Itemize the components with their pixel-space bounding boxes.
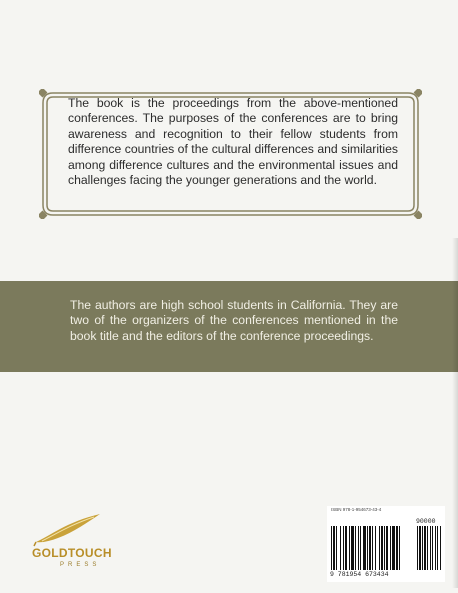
- publisher-subtitle: PRESS: [60, 562, 101, 568]
- publisher-name: GOLDTOUCH: [32, 546, 112, 560]
- isbn-digits: 9 781954 673434: [330, 571, 389, 578]
- isbn-label: ISBN 978-1-954673-43-4: [331, 507, 382, 512]
- barcode-bars: [329, 526, 443, 571]
- isbn-barcode: [327, 506, 445, 582]
- spine-shadow: [452, 238, 458, 588]
- price-code: 90000: [416, 518, 436, 525]
- quill-icon: [32, 508, 112, 548]
- authors-bio: The authors are high school students in California. They are two of the organizers of the conferences mentioned in the book title and the editors of the conference proceedings.: [70, 298, 398, 343]
- book-summary: The book is the proceedings from the above-mentioned conferences. The purposes of the conferences are to bring awareness and recognition to their fellow students from difference countries of the cultural differences and similarities among difference cultures and the environmental issues and challenges facing the younger generations and the world.: [68, 96, 398, 188]
- publisher-logo: [32, 508, 112, 580]
